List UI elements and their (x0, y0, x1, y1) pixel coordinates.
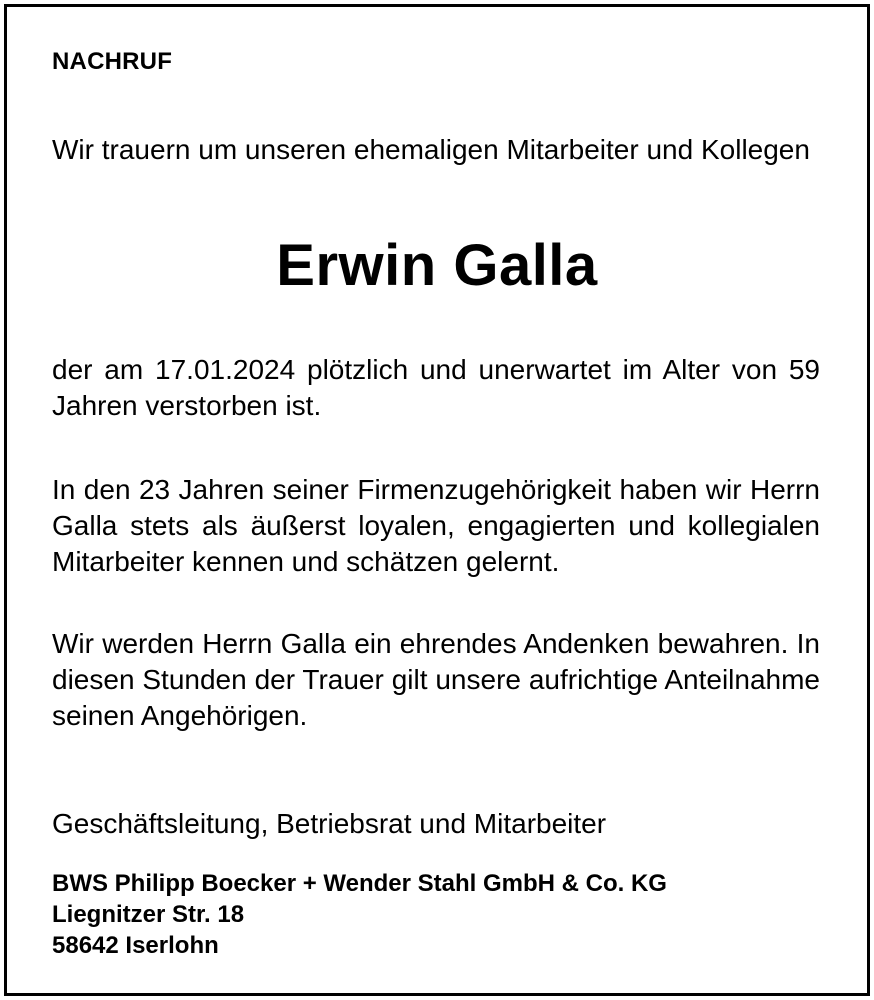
signoff-line: Geschäftsleitung, Betriebsrat und Mitarbeiter (52, 808, 607, 839)
remembrance-paragraph: Wir werden Herrn Galla ein ehrendes Andenken bewahren. In diesen Stunden der Trauer gilt unsere aufrichtige Anteilnahme seinen Angehörigen. (52, 628, 820, 731)
notice-heading: NACHRUF (52, 48, 173, 75)
company-street: Liegnitzer Str. 18 (52, 901, 245, 928)
death-notice-paragraph: der am 17.01.2024 plötzlich und unerwartet im Alter von 59 Jahren verstorben ist. (52, 354, 820, 421)
intro-paragraph: Wir trauern um unseren ehemaligen Mitarbeiter und Kollegen (52, 134, 810, 165)
company-address-block (52, 868, 667, 961)
company-city: 58642 Iserlohn (52, 932, 219, 959)
tribute-paragraph: In den 23 Jahren seiner Firmenzugehörigkeit haben wir Herrn Galla stets als äußerst loyalen, engagierten und kollegialen Mitarbeiter kennen und schätzen gelernt. (52, 474, 820, 577)
company-name: BWS Philipp Boecker + Wender Stahl GmbH & Co. KG (52, 870, 667, 897)
deceased-name: Erwin Galla (276, 233, 598, 298)
